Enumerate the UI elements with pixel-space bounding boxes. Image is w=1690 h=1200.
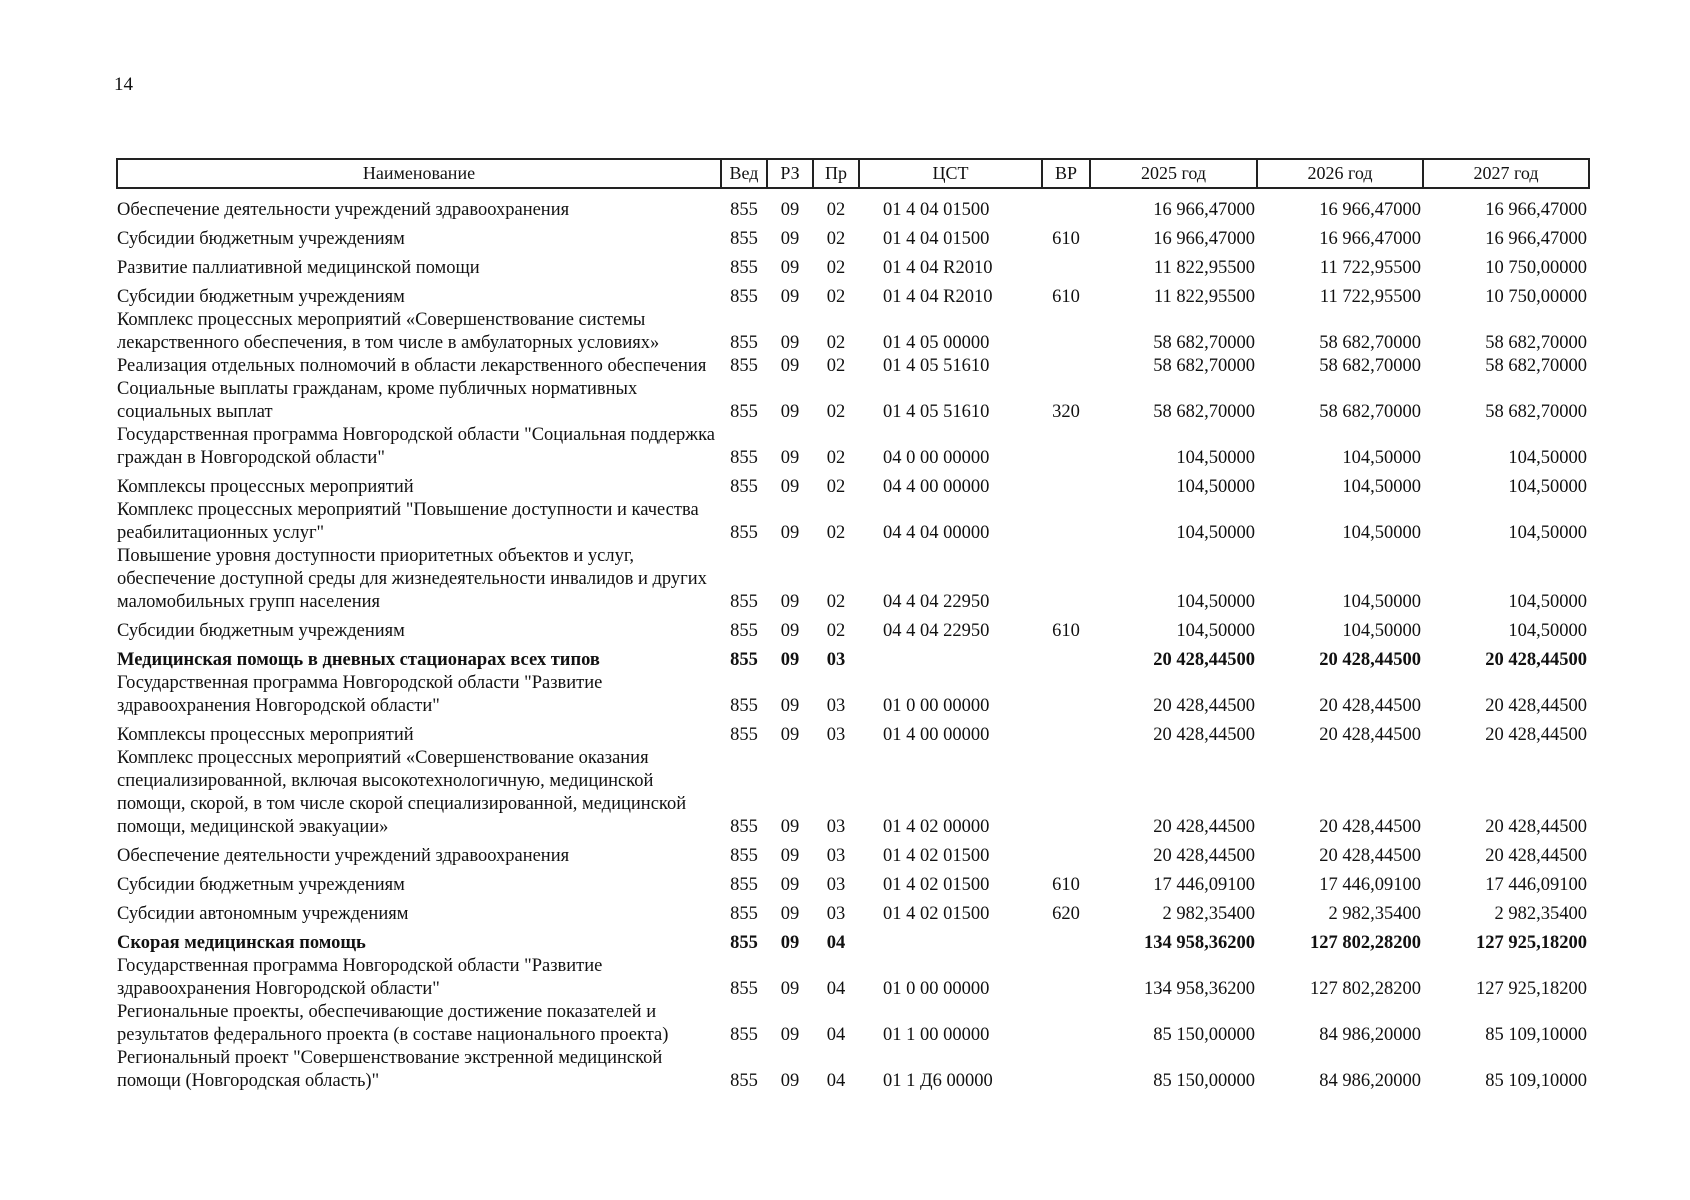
cell-vr: 610	[1052, 229, 1080, 249]
cell-name: Государственная программа Новгородской области "Социальная поддержка граждан в Новгородской области"	[117, 425, 715, 468]
cell-cst: 04 4 04 00000	[883, 523, 990, 543]
cell-pr: 02	[826, 333, 846, 353]
cell-ved: 855	[730, 200, 758, 220]
cell-rz: 09	[780, 200, 800, 220]
cell-name: Субсидии бюджетным учреждениям	[117, 875, 405, 895]
cell-vr	[1042, 718, 1090, 747]
table-row	[117, 897, 1589, 926]
cell-pr: 03	[826, 875, 846, 895]
table-row	[117, 614, 1589, 643]
cell-ved: 855	[730, 356, 758, 376]
cell-vr	[1042, 545, 1090, 614]
table-row	[117, 926, 1589, 955]
cell-2025: 104,50000	[1176, 621, 1255, 641]
cell-ved: 855	[730, 333, 758, 353]
cell-rz: 09	[780, 1071, 800, 1091]
cell-2027: 20 428,44500	[1485, 696, 1587, 716]
cell-ved: 855	[730, 696, 758, 716]
cell-vr: 610	[1052, 875, 1080, 895]
cell-2027: 20 428,44500	[1485, 846, 1587, 866]
cell-2026: 84 986,20000	[1319, 1025, 1421, 1045]
cell-rz: 09	[780, 650, 800, 670]
cell-2027: 104,50000	[1508, 448, 1587, 468]
cell-cst: 01 4 02 01500	[883, 904, 990, 924]
cell-2025: 20 428,44500	[1153, 650, 1255, 670]
table-row	[117, 955, 1589, 1001]
cell-ved: 855	[730, 287, 758, 307]
cell-2025: 104,50000	[1176, 592, 1255, 612]
cell-2025: 16 966,47000	[1153, 229, 1255, 249]
cell-vr	[1042, 955, 1090, 1001]
cell-2027: 17 446,09100	[1485, 875, 1587, 895]
header-2026: 2026 год	[1257, 159, 1423, 188]
cell-rz: 09	[780, 402, 800, 422]
table-header-row	[117, 159, 1589, 188]
cell-2027: 127 925,18200	[1476, 933, 1587, 953]
cell-2026: 84 986,20000	[1319, 1071, 1421, 1091]
cell-2027: 20 428,44500	[1485, 817, 1587, 837]
cell-2027: 2 982,35400	[1494, 904, 1587, 924]
cell-name: Субсидии бюджетным учреждениям	[117, 229, 405, 249]
cell-name: Региональный проект "Совершенствование экстренной медицинской помощи (Новгородская область)"	[117, 1048, 663, 1091]
cell-ved: 855	[730, 846, 758, 866]
cell-vr	[1042, 672, 1090, 718]
cell-ved: 855	[730, 258, 758, 278]
cell-pr: 02	[826, 402, 846, 422]
cell-2025: 20 428,44500	[1153, 696, 1255, 716]
cell-cst: 01 4 04 R2010	[883, 287, 993, 307]
cell-vr	[1042, 499, 1090, 545]
header-ved: Вед	[721, 159, 767, 188]
cell-2025: 20 428,44500	[1153, 725, 1255, 745]
cell-cst: 01 0 00 00000	[883, 979, 990, 999]
cell-name: Развитие паллиативной медицинской помощи	[117, 258, 480, 278]
cell-cst: 01 4 02 01500	[883, 846, 990, 866]
cell-ved: 855	[730, 477, 758, 497]
cell-pr: 02	[826, 287, 846, 307]
cell-2026: 127 802,28200	[1310, 933, 1421, 953]
page-number: 14	[114, 74, 133, 95]
cell-ved: 855	[730, 402, 758, 422]
cell-2025: 104,50000	[1176, 523, 1255, 543]
cell-2025: 2 982,35400	[1162, 904, 1255, 924]
cell-cst: 01 4 05 00000	[883, 333, 990, 353]
cell-2025: 134 958,36200	[1144, 933, 1255, 953]
cell-ved: 855	[730, 448, 758, 468]
cell-2026: 20 428,44500	[1319, 846, 1421, 866]
table-row	[117, 643, 1589, 672]
cell-ved: 855	[730, 621, 758, 641]
cell-rz: 09	[780, 725, 800, 745]
cell-name: Медицинская помощь в дневных стационарах всех типов	[117, 650, 600, 670]
table-row	[117, 222, 1589, 251]
cell-vr: 610	[1052, 621, 1080, 641]
header-2027: 2027 год	[1423, 159, 1589, 188]
cell-cst: 01 0 00 00000	[883, 696, 990, 716]
cell-2027: 16 966,47000	[1485, 200, 1587, 220]
table-row	[117, 378, 1589, 424]
cell-ved: 855	[730, 1025, 758, 1045]
cell-ved: 855	[730, 725, 758, 745]
cell-pr: 03	[826, 650, 846, 670]
cell-pr: 02	[826, 356, 846, 376]
cell-vr	[1042, 424, 1090, 470]
cell-name: Повышение уровня доступности приоритетных объектов и услуг, обеспечение доступной среды для жизнедеятельности инвалидов и других маломобильных групп населения	[117, 546, 707, 612]
cell-vr	[1042, 926, 1090, 955]
cell-ved: 855	[730, 523, 758, 543]
cell-name: Субсидии бюджетным учреждениям	[117, 287, 405, 307]
cell-ved: 855	[730, 229, 758, 249]
cell-2027: 10 750,00000	[1485, 258, 1587, 278]
cell-name: Реализация отдельных полномочий в области лекарственного обеспечения	[117, 356, 707, 376]
cell-2026: 20 428,44500	[1319, 696, 1421, 716]
cell-pr: 02	[826, 448, 846, 468]
cell-2027: 85 109,10000	[1485, 1071, 1587, 1091]
cell-2026: 20 428,44500	[1319, 650, 1421, 670]
cell-vr: 620	[1052, 904, 1080, 924]
cell-cst	[859, 926, 1042, 955]
header-vr: ВР	[1042, 159, 1090, 188]
cell-2026: 16 966,47000	[1319, 229, 1421, 249]
cell-vr	[1042, 1047, 1090, 1093]
table-row	[117, 309, 1589, 355]
cell-2027: 104,50000	[1508, 621, 1587, 641]
cell-2026: 58 682,70000	[1319, 356, 1421, 376]
cell-vr	[1042, 1001, 1090, 1047]
cell-cst: 01 4 02 01500	[883, 875, 990, 895]
cell-rz: 09	[780, 621, 800, 641]
cell-cst: 01 1 Д6 00000	[883, 1071, 993, 1091]
cell-cst: 01 4 04 R2010	[883, 258, 993, 278]
cell-rz: 09	[780, 287, 800, 307]
cell-pr: 04	[826, 933, 846, 953]
cell-pr: 03	[826, 817, 846, 837]
cell-cst: 04 4 04 22950	[883, 621, 990, 641]
table-row	[117, 251, 1589, 280]
cell-ved: 855	[730, 817, 758, 837]
cell-cst: 04 4 04 22950	[883, 592, 990, 612]
cell-2025: 58 682,70000	[1153, 356, 1255, 376]
cell-vr: 610	[1052, 287, 1080, 307]
cell-2025: 58 682,70000	[1153, 402, 1255, 422]
table-row	[117, 470, 1589, 499]
cell-2027: 104,50000	[1508, 523, 1587, 543]
cell-ved: 855	[730, 592, 758, 612]
budget-table	[116, 158, 1590, 1093]
cell-vr: 320	[1052, 402, 1080, 422]
cell-name: Комплекс процессных мероприятий «Совершенствование системы лекарственного обеспечения, в том числе в амбулаторных условиях»	[117, 310, 660, 353]
cell-2025: 134 958,36200	[1144, 979, 1255, 999]
cell-ved: 855	[730, 1071, 758, 1091]
cell-2027: 10 750,00000	[1485, 287, 1587, 307]
cell-2026: 16 966,47000	[1319, 200, 1421, 220]
cell-pr: 02	[826, 258, 846, 278]
cell-2027: 104,50000	[1508, 477, 1587, 497]
cell-2027: 58 682,70000	[1485, 333, 1587, 353]
cell-pr: 02	[826, 523, 846, 543]
table-row	[117, 499, 1589, 545]
table-row	[117, 355, 1589, 378]
cell-rz: 09	[780, 477, 800, 497]
cell-vr	[1042, 309, 1090, 355]
cell-vr	[1042, 747, 1090, 839]
cell-name: Комплекс процессных мероприятий "Повышение доступности и качества реабилитационных услуг"	[117, 500, 699, 543]
cell-rz: 09	[780, 448, 800, 468]
cell-2025: 85 150,00000	[1153, 1025, 1255, 1045]
cell-2026: 104,50000	[1342, 477, 1421, 497]
cell-cst: 01 1 00 00000	[883, 1025, 990, 1045]
cell-2026: 17 446,09100	[1319, 875, 1421, 895]
cell-pr: 04	[826, 979, 846, 999]
cell-ved: 855	[730, 979, 758, 999]
table-row	[117, 424, 1589, 470]
cell-pr: 04	[826, 1025, 846, 1045]
cell-rz: 09	[780, 356, 800, 376]
cell-2025: 58 682,70000	[1153, 333, 1255, 353]
cell-cst: 04 4 00 00000	[883, 477, 990, 497]
cell-2025: 11 822,95500	[1153, 258, 1255, 278]
cell-cst: 01 4 04 01500	[883, 200, 990, 220]
cell-2026: 20 428,44500	[1319, 817, 1421, 837]
cell-2027: 85 109,10000	[1485, 1025, 1587, 1045]
cell-rz: 09	[780, 933, 800, 953]
cell-2026: 2 982,35400	[1328, 904, 1421, 924]
cell-2026: 11 722,95500	[1319, 258, 1421, 278]
table-row	[117, 672, 1589, 718]
cell-2027: 20 428,44500	[1485, 650, 1587, 670]
cell-cst	[859, 643, 1042, 672]
header-pr: Пр	[813, 159, 859, 188]
cell-name: Обеспечение деятельности учреждений здравоохранения	[117, 200, 570, 220]
table-row	[117, 1001, 1589, 1047]
cell-ved: 855	[730, 650, 758, 670]
cell-rz: 09	[780, 229, 800, 249]
cell-rz: 09	[780, 875, 800, 895]
cell-2026: 127 802,28200	[1310, 979, 1421, 999]
cell-rz: 09	[780, 523, 800, 543]
cell-vr	[1042, 188, 1090, 222]
cell-name: Государственная программа Новгородской области "Развитие здравоохранения Новгородской области"	[117, 956, 603, 999]
cell-2026: 104,50000	[1342, 523, 1421, 543]
cell-2027: 16 966,47000	[1485, 229, 1587, 249]
cell-name: Обеспечение деятельности учреждений здравоохранения	[117, 846, 570, 866]
cell-pr: 03	[826, 904, 846, 924]
cell-2025: 104,50000	[1176, 448, 1255, 468]
cell-cst: 04 0 00 00000	[883, 448, 990, 468]
cell-pr: 03	[826, 846, 846, 866]
cell-2025: 104,50000	[1176, 477, 1255, 497]
cell-2026: 104,50000	[1342, 448, 1421, 468]
cell-vr	[1042, 251, 1090, 280]
cell-name: Государственная программа Новгородской области "Развитие здравоохранения Новгородской области"	[117, 673, 603, 716]
header-cst: ЦСТ	[859, 159, 1042, 188]
cell-rz: 09	[780, 846, 800, 866]
cell-rz: 09	[780, 696, 800, 716]
cell-vr	[1042, 355, 1090, 378]
cell-2026: 20 428,44500	[1319, 725, 1421, 745]
cell-rz: 09	[780, 592, 800, 612]
cell-cst: 01 4 02 00000	[883, 817, 990, 837]
cell-pr: 03	[826, 696, 846, 716]
cell-2025: 17 446,09100	[1153, 875, 1255, 895]
cell-name: Скорая медицинская помощь	[117, 933, 366, 953]
cell-ved: 855	[730, 875, 758, 895]
cell-pr: 02	[826, 621, 846, 641]
table-row	[117, 545, 1589, 614]
cell-cst: 01 4 04 01500	[883, 229, 990, 249]
table-row	[117, 188, 1589, 222]
cell-2025: 85 150,00000	[1153, 1071, 1255, 1091]
cell-pr: 02	[826, 477, 846, 497]
table-row	[117, 1047, 1589, 1093]
cell-2027: 127 925,18200	[1476, 979, 1587, 999]
cell-name: Комплекс процессных мероприятий «Совершенствование оказания специализированной, включая высокотехнологичную, медицинской помощи, скорой, в том числе скорой специализированной, медицинской помощи, медицинской эвакуации»	[117, 748, 687, 837]
table-row	[117, 868, 1589, 897]
cell-pr: 02	[826, 592, 846, 612]
table-row	[117, 839, 1589, 868]
cell-rz: 09	[780, 333, 800, 353]
cell-2026: 58 682,70000	[1319, 333, 1421, 353]
cell-2027: 58 682,70000	[1485, 402, 1587, 422]
cell-rz: 09	[780, 258, 800, 278]
cell-rz: 09	[780, 817, 800, 837]
table-body	[117, 188, 1589, 1093]
table-row	[117, 718, 1589, 747]
cell-cst: 01 4 00 00000	[883, 725, 990, 745]
cell-name: Субсидии автономным учреждениям	[117, 904, 409, 924]
cell-ved: 855	[730, 933, 758, 953]
header-rz: РЗ	[767, 159, 813, 188]
cell-name: Региональные проекты, обеспечивающие достижение показателей и результатов федерального проекта (в составе национального проекта)	[117, 1002, 669, 1045]
cell-2026: 104,50000	[1342, 592, 1421, 612]
cell-2027: 104,50000	[1508, 592, 1587, 612]
cell-name: Комплексы процессных мероприятий	[117, 725, 414, 745]
cell-2027: 20 428,44500	[1485, 725, 1587, 745]
cell-vr	[1042, 470, 1090, 499]
cell-2026: 58 682,70000	[1319, 402, 1421, 422]
cell-pr: 04	[826, 1071, 846, 1091]
cell-pr: 03	[826, 725, 846, 745]
cell-2025: 16 966,47000	[1153, 200, 1255, 220]
cell-2025: 11 822,95500	[1153, 287, 1255, 307]
cell-2027: 58 682,70000	[1485, 356, 1587, 376]
cell-rz: 09	[780, 904, 800, 924]
cell-cst: 01 4 05 51610	[883, 356, 990, 376]
cell-name: Комплексы процессных мероприятий	[117, 477, 414, 497]
table-row	[117, 747, 1589, 839]
cell-2026: 11 722,95500	[1319, 287, 1421, 307]
cell-vr	[1042, 643, 1090, 672]
table-row	[117, 280, 1589, 309]
cell-name: Социальные выплаты гражданам, кроме публичных нормативных социальных выплат	[117, 379, 638, 422]
cell-2025: 20 428,44500	[1153, 817, 1255, 837]
cell-vr	[1042, 839, 1090, 868]
cell-2026: 104,50000	[1342, 621, 1421, 641]
cell-ved: 855	[730, 904, 758, 924]
cell-rz: 09	[780, 979, 800, 999]
cell-rz: 09	[780, 1025, 800, 1045]
cell-cst: 01 4 05 51610	[883, 402, 990, 422]
cell-name: Субсидии бюджетным учреждениям	[117, 621, 405, 641]
cell-2025: 20 428,44500	[1153, 846, 1255, 866]
cell-pr: 02	[826, 229, 846, 249]
header-2025: 2025 год	[1090, 159, 1257, 188]
cell-pr: 02	[826, 200, 846, 220]
header-name: Наименование	[117, 159, 721, 188]
